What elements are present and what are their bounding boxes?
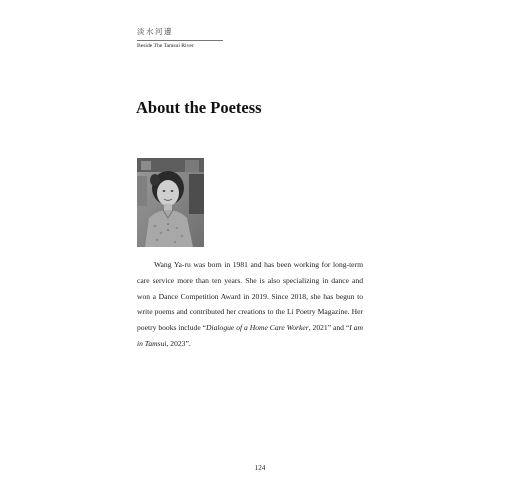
author-portrait-photo (137, 158, 204, 247)
bio-text-part-1: Wang Ya-ru was born in 1981 and has been working for long-term care service more than ten years. She is also specializing in dance and won a Dance Competition Award in 2019. Since 2018, she has begun to write poems and contributed her creations to the Li Poetry Magazine. Her poetry books include “ (137, 260, 363, 333)
running-header (137, 26, 227, 49)
header-chinese-title: 淡水河邊 (137, 26, 223, 41)
header-english-title: Beside The Tamsui River (137, 43, 194, 49)
bio-paragraph (137, 257, 363, 352)
bio-text-part-2: , 2021” and “ (308, 323, 350, 333)
book-title-1: Dialogue of a Home Care Worker (206, 323, 309, 333)
book-title-2: I am in Tamsui (137, 323, 363, 348)
section-title: About the Poetess (136, 98, 262, 117)
author-bio (137, 257, 363, 352)
bio-text-part-3: , 2023”. (166, 338, 191, 348)
portrait-photo-icon (137, 158, 204, 247)
page-number: 124 (254, 464, 266, 472)
